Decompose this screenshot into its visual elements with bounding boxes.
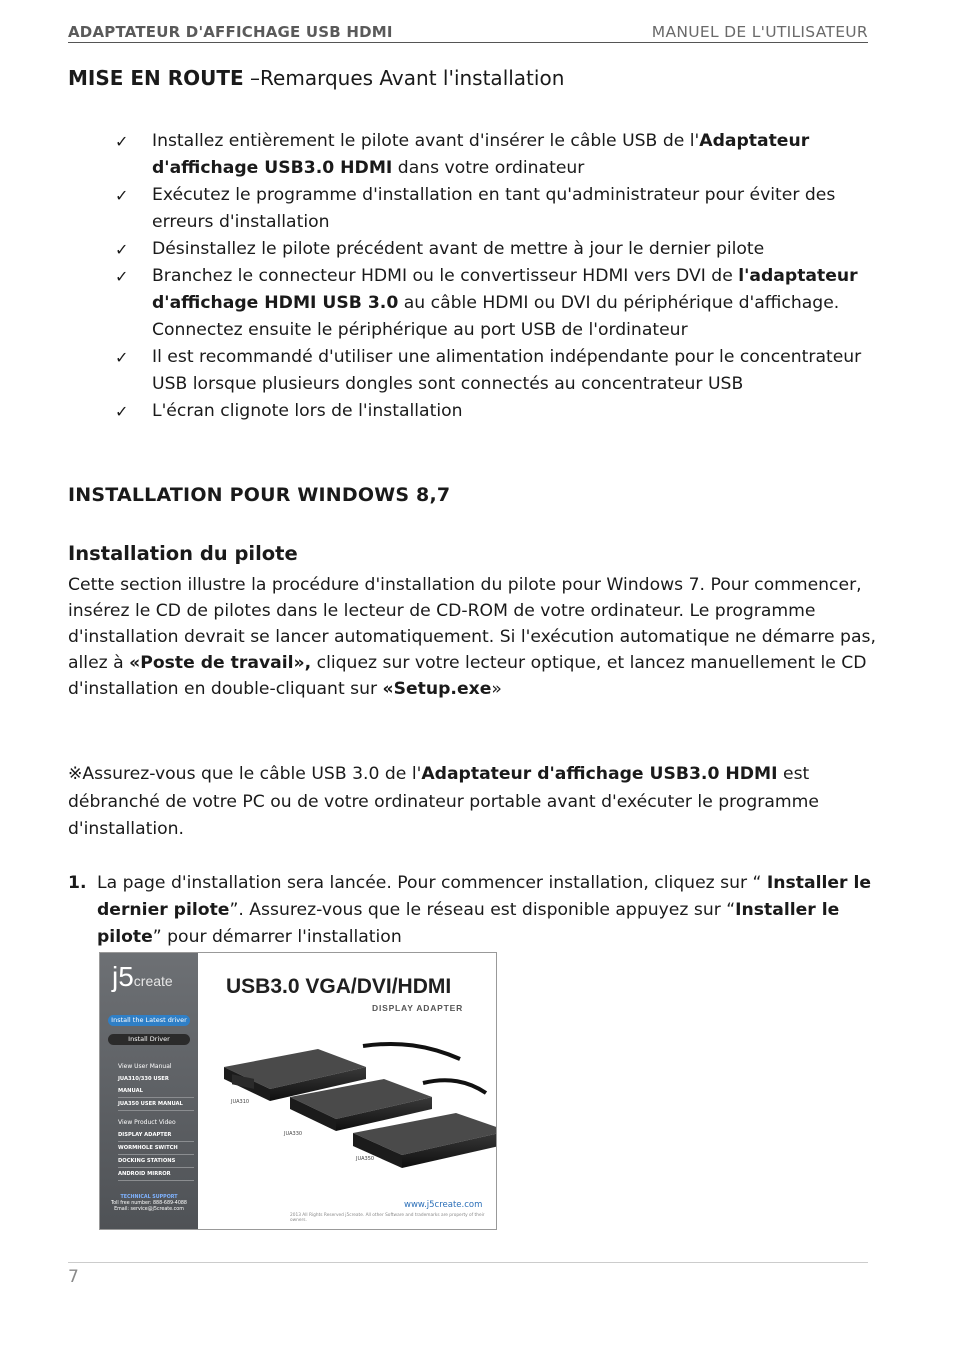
section-title-rest: –Remarques Avant l'installation [243, 66, 565, 90]
product-subtitle: DISPLAY ADAPTER [372, 1003, 464, 1013]
section-title-bold: MISE EN ROUTE [68, 66, 244, 90]
logo-text: j5 [112, 961, 134, 992]
header-doc-type: MANUEL DE L'UTILISATEUR [651, 23, 868, 41]
checkmark-icon: ✓ [115, 267, 129, 286]
step-text-part: ”. Assurez-vous que le réseau est disponible appuyez sur “ [229, 900, 736, 920]
installer-screenshot [99, 952, 497, 1230]
adapter-label: JUA310 [231, 1099, 250, 1105]
step-1 [68, 870, 888, 951]
adapter-label: JUA350 [356, 1156, 375, 1162]
checkmark-icon: ✓ [115, 240, 129, 259]
checklist-text: dans votre ordinateur [392, 158, 585, 178]
page-number: 7 [68, 1267, 79, 1287]
section-title-installation-windows: INSTALLATION POUR WINDOWS 8,7 [68, 484, 451, 506]
page-header [68, 22, 868, 43]
checklist-item [68, 263, 888, 344]
menu-heading-product-video[interactable]: View Product Video [118, 1119, 176, 1126]
support-phone: Toll free number: 888-689-4088 [111, 1201, 187, 1206]
subsection-title-driver-install: Installation du pilote [68, 542, 298, 565]
paragraph-text: cliquez sur votre lecteur optique, et lancez manuellement le CD d'installation en double-cliquant sur [68, 653, 867, 699]
checklist-text: Installez entièrement le pilote avant d'insérer le câble USB de l' [152, 131, 700, 151]
paragraph-bold: «Setup.exe [382, 679, 492, 699]
menu-item-video[interactable]: DISPLAY ADAPTER [118, 1129, 194, 1142]
menu-item-manual[interactable]: JUA350 USER MANUAL [118, 1098, 194, 1111]
support-title: TECHNICAL SUPPORT [120, 1195, 178, 1200]
installer-main-panel [198, 953, 496, 1229]
checklist-text: Désinstallez le pilote précédent avant de mettre à jour le dernier pilote [152, 239, 765, 259]
step-number: 1. [68, 873, 87, 893]
step-bold: Installer le pilote [97, 900, 840, 947]
installer-menu [118, 1061, 194, 1181]
checkmark-icon: ✓ [115, 402, 129, 421]
paragraph-bold: «Poste de travail», [129, 653, 312, 673]
checklist [68, 128, 888, 425]
cable-warning-paragraph [68, 761, 888, 844]
install-driver-button[interactable]: Install Driver [108, 1034, 190, 1045]
driver-install-paragraph [68, 572, 888, 702]
checklist-bold: Adaptateur d'affichage USB3.0 HDMI [152, 131, 810, 178]
brand-logo [112, 961, 173, 993]
checkmark-icon: ✓ [115, 132, 129, 151]
paragraph-text: est débranché de votre PC ou de votre ordinateur portable avant d'exécuter le programme d'installation. [68, 764, 819, 839]
logo-subtext: create [133, 973, 173, 989]
header-product-name: ADAPTATEUR D'AFFICHAGE USB HDMI [68, 23, 393, 41]
technical-support-info [104, 1195, 194, 1213]
menu-heading-user-manual[interactable]: View User Manual [118, 1063, 172, 1070]
menu-item-manual[interactable]: JUA310/330 USER MANUAL [118, 1073, 194, 1098]
installer-sidebar [100, 953, 198, 1229]
checklist-item [68, 236, 888, 263]
paragraph-text: ※Assurez-vous que le câble USB 3.0 de l' [68, 764, 422, 784]
checklist-text: Exécutez le programme d'installation en tant qu'administrateur pour éviter des erreurs d'installation [152, 185, 836, 232]
copyright-text: 2013 All Rights Reserved j5create. All other Software and trademarks are property of their owners. [290, 1213, 485, 1223]
checklist-text: L'écran clignote lors de l'installation [152, 401, 463, 421]
menu-item-video[interactable]: WORMHOLE SWITCH [118, 1142, 194, 1155]
adapter-label: JUA330 [284, 1131, 303, 1137]
paragraph-text: » [491, 679, 502, 699]
menu-item-video[interactable]: DOCKING STATIONS [118, 1155, 194, 1168]
checklist-item [68, 128, 888, 182]
checklist-text: Il est recommandé d'utiliser une alimentation indépendante pour le concentrateur USB lorsque plusieurs dongles sont connectés au concentrateur USB [152, 347, 862, 394]
checklist-text: au câble HDMI ou DVI du périphérique d'affichage. Connectez ensuite le périphérique au port USB de l'ordinateur [152, 293, 840, 340]
install-latest-driver-button[interactable]: Install the Latest driver [108, 1015, 190, 1026]
checkmark-icon: ✓ [115, 186, 129, 205]
paragraph-bold: Adaptateur d'affichage USB3.0 HDMI [421, 764, 778, 784]
section-title-getting-started [68, 66, 564, 90]
support-email: Email: service@j5create.com [114, 1207, 184, 1212]
step-text-part: ” pour démarrer l'installation [152, 927, 402, 947]
product-title: USB3.0 VGA/DVI/HDMI [226, 975, 452, 998]
step-bold: Installer le dernier pilote [97, 873, 872, 920]
checklist-item [68, 182, 888, 236]
checklist-bold: l'adaptateur d'affichage HDMI USB 3.0 [152, 266, 858, 313]
checkmark-icon: ✓ [115, 348, 129, 367]
checklist-item [68, 398, 888, 425]
product-adapters-image [198, 953, 496, 1229]
checklist-text: Branchez le connecteur HDMI ou le convertisseur HDMI vers DVI de [152, 266, 739, 286]
checklist-item [68, 344, 888, 398]
page-footer [68, 1262, 868, 1287]
step-text [68, 870, 888, 951]
paragraph-text: Cette section illustre la procédure d'installation du pilote pour Windows 7. Pour commencer, insérez le CD de pilotes dans le lecteur de CD-ROM de votre ordinateur. Le programme d'installation devrait se lancer automatiquement. Si l'exécution automatique ne démarre pas, allez à [68, 575, 876, 673]
menu-item-video[interactable]: ANDROID MIRROR [118, 1168, 194, 1181]
step-text-part: La page d'installation sera lancée. Pour commencer installation, cliquez sur “ [97, 873, 767, 893]
website-link[interactable]: www.j5create.com [404, 1200, 483, 1210]
